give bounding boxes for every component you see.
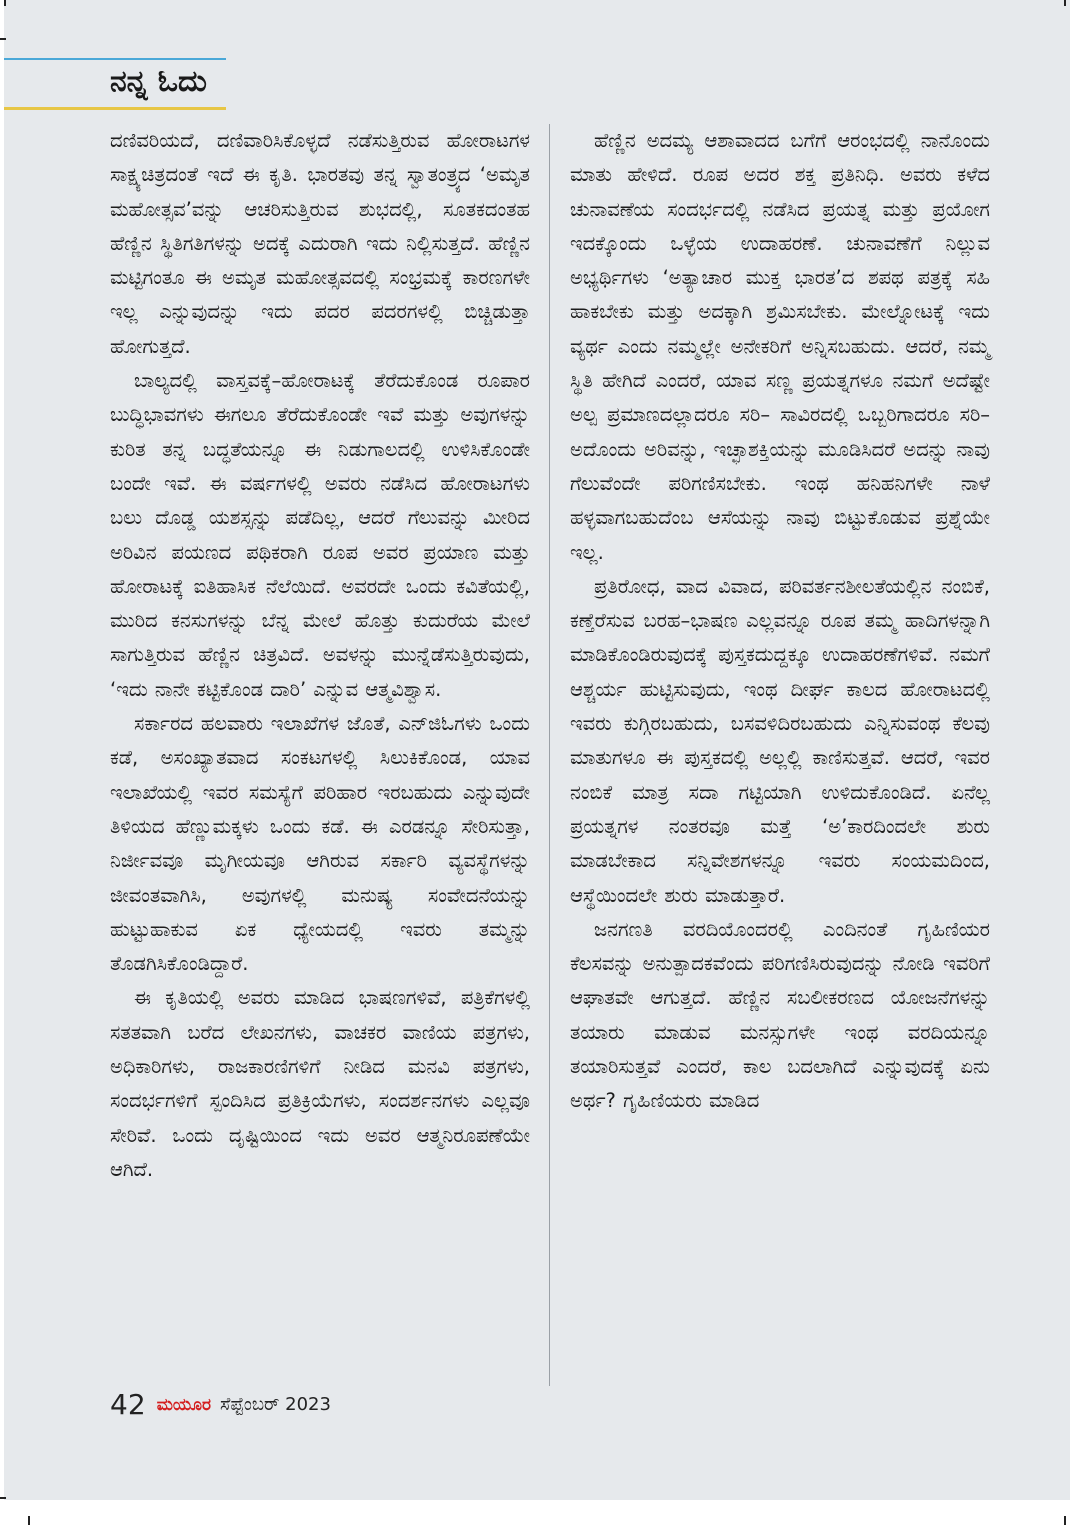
paragraph: ಜನಗಣತಿ ವರದಿಯೊಂದರಲ್ಲಿ ಎಂದಿನಂತೆ ಗೃಹಿಣಿಯರ ಕೆಲಸವನ್ನು ಅನುತ್ಪಾದಕವೆಂದು ಪರಿಗಣಿಸಿರುವುದನ್ನು ನೋಡಿ ಇವರಿಗೆ ಆಘಾತವೇ ಆಗುತ್ತದೆ. ಹೆಣ್ಣಿನ ಸಬಲೀಕರಣದ ಯೋಜನೆಗಳನ್ನು ತಯಾರು ಮಾಡುವ ಮನಸ್ಸುಗಳೇ ಇಂಥ ವರದಿಯನ್ನೂ ತಯಾರಿಸುತ್ತವೆ ಎಂದರೆ, ಕಾಲ ಬದಲಾಗಿದೆ ಎನ್ನುವುದಕ್ಕೆ ಏನು ಅರ್ಥ? ಗೃಹಿಣಿಯರು ಮಾಡಿದ — [570, 917, 990, 1113]
header-rule-top — [4, 58, 226, 60]
paragraph: ಹೆಣ್ಣಿನ ಅದಮ್ಯ ಆಶಾವಾದದ ಬಗೆಗೆ ಆರಂಭದಲ್ಲಿ ನಾನೊಂದು ಮಾತು ಹೇಳಿದೆ. ರೂಪ ಅದರ ಶಕ್ತ ಪ್ರತಿನಿಧಿ. ಅವರು ಕಳೆದ ಚುನಾವಣೆಯ ಸಂದರ್ಭದಲ್ಲಿ ನಡೆಸಿದ ಪ್ರಯತ್ನ ಮತ್ತು ಪ್ರಯೋಗ ಇದಕ್ಕೊಂದು ಒಳ್ಳೆಯ ಉದಾಹರಣೆ. ಚುನಾವಣೆಗೆ ನಿಲ್ಲುವ ಅಭ್ಯರ್ಥಿಗಳು ‘ಅತ್ಯಾಚಾರ ಮುಕ್ತ ಭಾರತ’ದ ಶಪಥ ಪತ್ರಕ್ಕೆ ಸಹಿ ಹಾಕಬೇಕು ಮತ್ತು ಅದಕ್ಕಾಗಿ ಶ್ರಮಿಸಬೇಕು. ಮೇಲ್ನೋಟಕ್ಕೆ ಇದು ವ್ಯರ್ಥ ಎಂದು ನಮ್ಮಲ್ಲೇ ಅನೇಕರಿಗೆ ಅನ್ನಿಸಬಹುದು. ಆದರೆ, ನಮ್ಮ ಸ್ಥಿತಿ ಹೇಗಿದೆ ಎಂದರೆ, ಯಾವ ಸಣ್ಣ ಪ್ರಯತ್ನಗಳೂ ನಮಗೆ ಅದೆಷ್ಟೇ ಅಲ್ಪ ಪ್ರಮಾಣದಲ್ಲಾದರೂ ಸರಿ– ಸಾವಿರದಲ್ಲಿ ಒಬ್ಬರಿಗಾದರೂ ಸರಿ– ಅದೊಂದು ಅರಿವನ್ನು, ಇಚ್ಛಾಶಕ್ತಿಯನ್ನು ಮೂಡಿಸಿದರೆ ಅದನ್ನು ನಾವು ಗೆಲುವೆಂದೇ ಪರಿಗಣಿಸಬೇಕು. ಇಂಥ ಹನಿಹನಿಗಳೇ ನಾಳೆ ಹಳ್ಳವಾಗಬಹುದೆಂಬ ಆಸೆಯನ್ನು ನಾವು ಬಿಟ್ಟುಕೊಡುವ ಪ್ರಶ್ನೆಯೇ ಇಲ್ಲ. — [570, 129, 990, 564]
text-column-right — [570, 124, 990, 1119]
crop-mark — [28, 1516, 30, 1525]
page-number: 42 — [110, 1388, 146, 1421]
section-title: ನನ್ನ ಓದು — [110, 64, 207, 99]
paragraph: ಸರ್ಕಾರದ ಹಲವಾರು ಇಲಾಖೆಗಳ ಜೊತೆ, ಎನ್‌ಜಿಓಗಳು ಒಂದು ಕಡೆ, ಅಸಂಖ್ಯಾತವಾದ ಸಂಕಟಗಳಲ್ಲಿ ಸಿಲುಕಿಕೊಂಡ, ಯಾವ ಇಲಾಖೆಯಲ್ಲಿ ಇವರ ಸಮಸ್ಯೆಗೆ ಪರಿಹಾರ ಇರಬಹುದು ಎನ್ನುವುದೇ ತಿಳಿಯದ ಹೆಣ್ಣುಮಕ್ಕಳು ಒಂದು ಕಡೆ. ಈ ಎರಡನ್ನೂ ಸೇರಿಸುತ್ತಾ, ನಿರ್ಜೀವವೂ ಮೃಗೀಯವೂ ಆಗಿರುವ ಸರ್ಕಾರಿ ವ್ಯವಸ್ಥೆಗಳನ್ನು ಜೀವಂತವಾಗಿಸಿ, ಅವುಗಳಲ್ಲಿ ಮನುಷ್ಯ ಸಂವೇದನೆಯನ್ನು ಹುಟ್ಟುಹಾಕುವ ಏಕ ಧ್ಯೇಯದಲ್ಲಿ ಇವರು ತಮ್ಮನ್ನು ತೊಡಗಿಸಿಕೊಂಡಿದ್ದಾರೆ. — [110, 712, 530, 976]
magazine-name: ಮಯೂರ — [156, 1394, 211, 1415]
crop-mark — [0, 38, 6, 40]
issue-date: ಸೆಪ್ಟೆಂಬರ್ 2023 — [220, 1394, 331, 1415]
crop-mark — [1064, 1516, 1066, 1525]
paragraph: ಬಾಲ್ಯದಲ್ಲಿ ವಾಸ್ತವಕ್ಕೆ–ಹೋರಾಟಕ್ಕೆ ತೆರೆದುಕೊಂಡ ರೂಪಾರ ಬುದ್ಧಿಭಾವಗಳು ಈಗಲೂ ತೆರೆದುಕೊಂಡೇ ಇವೆ ಮತ್ತು ಅವುಗಳನ್ನು ಕುರಿತ ತನ್ನ ಬದ್ಧತೆಯನ್ನೂ ಈ ನಿಡುಗಾಲದಲ್ಲಿ ಉಳಿಸಿಕೊಂಡೇ ಬಂದೇ ಇವೆ. ಈ ವರ್ಷಗಳಲ್ಲಿ ಅವರು ನಡೆಸಿದ ಹೋರಾಟಗಳು ಬಲು ದೊಡ್ಡ ಯಶಸ್ಸನ್ನು ಪಡೆದಿಲ್ಲ, ಆದರೆ ಗೆಲುವನ್ನು ಮೀರಿದ ಅರಿವಿನ ಪಯಣದ ಪಥಿಕರಾಗಿ ರೂಪ ಅವರ ಪ್ರಯಾಣ ಮತ್ತು ಹೋರಾಟಕ್ಕೆ ಐತಿಹಾಸಿಕ ನೆಲೆಯಿದೆ. ಅವರದೇ ಒಂದು ಕವಿತೆಯಲ್ಲಿ, ಮುರಿದ ಕನಸುಗಳನ್ನು ಬೆನ್ನ ಮೇಲೆ ಹೊತ್ತು ಕುದುರೆಯ ಮೇಲೆ ಸಾಗುತ್ತಿರುವ ಹೆಣ್ಣಿನ ಚಿತ್ರವಿದೆ. ಅವಳನ್ನು ಮುನ್ನೆಡೆಸುತ್ತಿರುವುದು, ‘ಇದು ನಾನೇ ಕಟ್ಟಿಕೊಂಡ ದಾರಿ’ ಎನ್ನುವ ಆತ್ಮವಿಶ್ವಾಸ. — [110, 369, 530, 701]
paragraph: ಪ್ರತಿರೋಧ, ವಾದ ವಿವಾದ, ಪರಿವರ್ತನಶೀಲತೆಯಲ್ಲಿನ ನಂಬಿಕೆ, ಕಣ್ತೆರೆಸುವ ಬರಹ–ಭಾಷಣ ಎಲ್ಲವನ್ನೂ ರೂಪ ತಮ್ಮ ಹಾದಿಗಳನ್ನಾಗಿ ಮಾಡಿಕೊಂಡಿರುವುದಕ್ಕೆ ಪುಸ್ತಕದುದ್ದಕ್ಕೂ ಉದಾಹರಣೆಗಳಿವೆ. ನಮಗೆ ಆಶ್ಚರ್ಯ ಹುಟ್ಟಿಸುವುದು, ಇಂಥ ದೀರ್ಘ ಕಾಲದ ಹೋರಾಟದಲ್ಲಿ ಇವರು ಕುಗ್ಗಿರಬಹುದು, ಬಸವಳಿದಿರಬಹುದು ಎನ್ನಿಸುವಂಥ ಕೆಲವು ಮಾತುಗಳೂ ಈ ಪುಸ್ತಕದಲ್ಲಿ ಅಲ್ಲಲ್ಲಿ ಕಾಣಿಸುತ್ತವೆ. ಆದರೆ, ಇವರ ನಂಬಿಕೆ ಮಾತ್ರ ಸದಾ ಗಟ್ಟಿಯಾಗಿ ಉಳಿದುಕೊಂಡಿದೆ. ಏನೆಲ್ಲ ಪ್ರಯತ್ನಗಳ ನಂತರವೂ ಮತ್ತೆ ‘ಅ’ಕಾರದಿಂದಲೇ ಶುರು ಮಾಡಬೇಕಾದ ಸನ್ನಿವೇಶಗಳನ್ನೂ ಇವರು ಸಂಯಮದಿಂದ, ಆಸ್ಥೆಯಿಂದಲೇ ಶುರು ಮಾಡುತ್ತಾರೆ. — [570, 574, 990, 907]
crop-mark — [4, 0, 6, 6]
magazine-page — [4, 0, 1070, 1500]
text-column-left — [110, 124, 530, 1187]
page-footer — [110, 1388, 331, 1428]
crop-mark — [0, 1497, 6, 1499]
paragraph: ಈ ಕೃತಿಯಲ್ಲಿ ಅವರು ಮಾಡಿದ ಭಾಷಣಗಳಿವೆ, ಪತ್ರಿಕೆಗಳಲ್ಲಿ ಸತತವಾಗಿ ಬರೆದ ಲೇಖನಗಳು, ವಾಚಕರ ವಾಣಿಯ ಪತ್ರಗಳು, ಅಧಿಕಾರಿಗಳು, ರಾಜಕಾರಣಿಗಳಿಗೆ ನೀಡಿದ ಮನವಿ ಪತ್ರಗಳು, ಸಂದರ್ಭಗಳಿಗೆ ಸ್ಪಂದಿಸಿದ ಪ್ರತಿಕ್ರಿಯೆಗಳು, ಸಂದರ್ಶನಗಳು ಎಲ್ಲವೂ ಸೇರಿವೆ. ಒಂದು ದೃಷ್ಟಿಯಿಂದ ಇದು ಅವರ ಆತ್ಮನಿರೂಪಣೆಯೇ ಆಗಿದೆ. — [110, 986, 530, 1181]
section-header — [4, 58, 226, 110]
column-divider — [549, 124, 550, 1386]
header-rule-bottom — [4, 107, 226, 110]
paragraph: ದಣಿವರಿಯದೆ, ದಣಿವಾರಿಸಿಕೊಳ್ಳದೆ ನಡೆಸುತ್ತಿರುವ ಹೋರಾಟಗಳ ಸಾಕ್ಷ್ಯಚಿತ್ರದಂತೆ ಇದೆ ಈ ಕೃತಿ. ಭಾರತವು ತನ್ನ ಸ್ವಾತಂತ್ರ್ಯದ ‘ಅಮೃತ ಮಹೋತ್ಸವ’ವನ್ನು ಆಚರಿಸುತ್ತಿರುವ ಶುಭದಲ್ಲಿ, ಸೂತಕದಂತಹ ಹೆಣ್ಣಿನ ಸ್ಥಿತಿಗತಿಗಳನ್ನು ಅದಕ್ಕೆ ಎದುರಾಗಿ ಇದು ನಿಲ್ಲಿಸುತ್ತದೆ. ಹೆಣ್ಣಿನ ಮಟ್ಟಿಗಂತೂ ಈ ಅಮೃತ ಮಹೋತ್ಸವದಲ್ಲಿ ಸಂಭ್ರಮಕ್ಕೆ ಕಾರಣಗಳೇ ಇಲ್ಲ ಎನ್ನುವುದನ್ನು ಇದು ಪದರ ಪದರಗಳಲ್ಲಿ ಬಿಚ್ಚಿಡುತ್ತಾ ಹೋಗುತ್ತದೆ. — [110, 129, 530, 358]
crop-mark — [1064, 0, 1066, 6]
